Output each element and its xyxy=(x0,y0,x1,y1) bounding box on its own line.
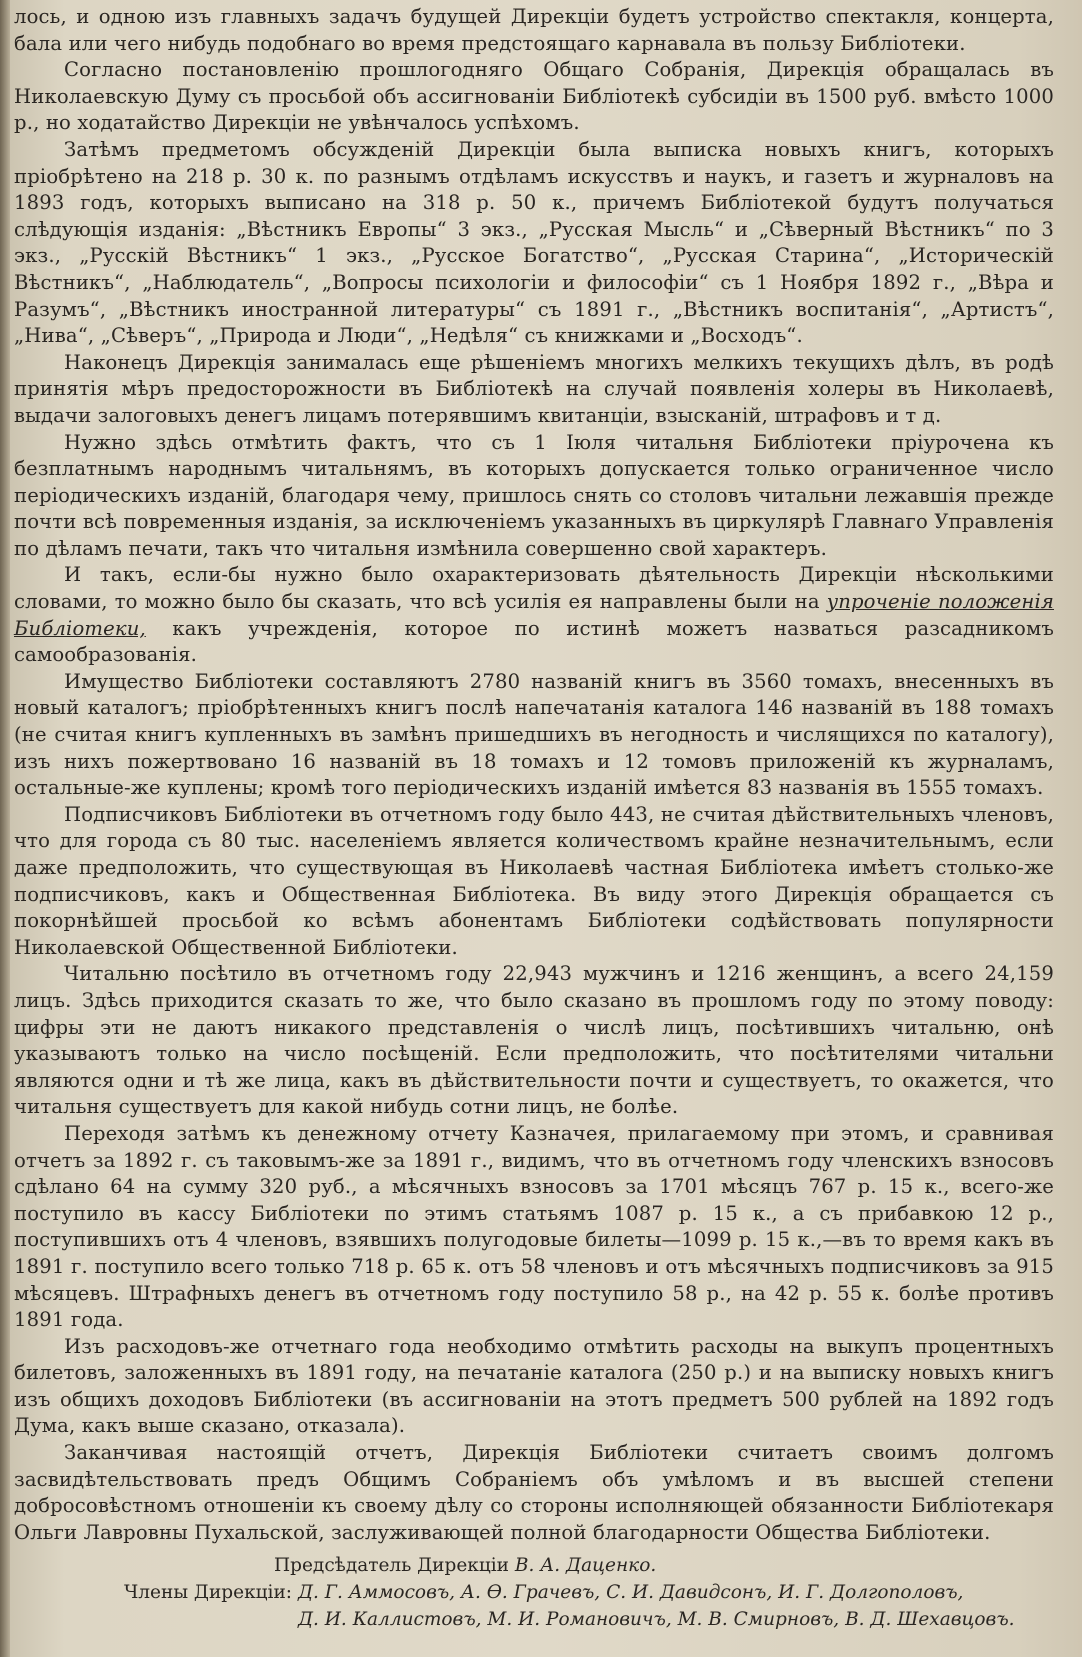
members-line-1 xyxy=(14,1579,1054,1606)
members-names-1: Д. Г. Аммосовъ, А. Ѳ. Грачевъ, С. И. Давидсонъ, И. Г. Долгополовъ, xyxy=(297,1582,964,1604)
paragraph-6: Имущество Библіотеки составляютъ 2780 названій книгъ въ 3560 томахъ, внесенныхъ въ новый каталогъ; пріобрѣтенныхъ книгъ послѣ напечатанія каталога 146 названій въ 188 томахъ (не считая книгъ купленныхъ въ замѣнъ пришедшихъ въ негодность и числящихся по каталогу), изъ нихъ пожертвовано 16 названій въ 18 томахъ и 12 томовъ приложеній къ журналамъ, остальные-же куплены; кромѣ того періодическихъ изданій имѣется 83 названія въ 1555 томахъ. xyxy=(14,669,1054,800)
members-names-2: Д. И. Каллистовъ, М. И. Романовичъ, М. В. Смирновъ, В. Д. Шехавцовъ. xyxy=(298,1609,1015,1631)
paragraph-2: Затѣмъ предметомъ обсужденій Дирекціи была выписка новыхъ книгъ, которыхъ пріобрѣтено на 218 р. 30 к. по разнымъ отдѣламъ искусствъ и наукъ, и газетъ и журналовъ на 1893 годъ, которыхъ выписано на 318 р. 50 к., причемъ Библіотекой будутъ получаться слѣдующія изданія: „Вѣстникъ Европы“ 3 экз., „Русская Мысль“ и „Сѣверный Вѣстникъ“ по 3 экз., „Русскій Вѣстникъ“ 1 экз., „Русское Богатство“, „Русская Старина“, „Историческій Вѣстникъ“, „Наблюдатель“, „Вопросы психологіи и философіи“ съ 1 Ноября 1892 г., „Вѣра и Разумъ“, „Вѣстникъ иностранной литературы“ съ 1891 г., „Вѣстникъ воспитанія“, „Артистъ“, „Нива“, „Сѣверъ“, „Природа и Люди“, „Недѣля“ съ книжками и „Восходъ“. xyxy=(14,137,1054,348)
paragraph-9: Переходя затѣмъ къ денежному отчету Казначея, прилагаемому при этомъ, и сравнивая отчетъ за 1892 г. съ таковымъ-же за 1891 г., видимъ, что въ отчетномъ году членскихъ взносовъ сдѣлано 64 на сумму 320 руб., а мѣсячныхъ взносовъ за 1701 мѣсяцъ 767 р. 15 к., всего-же поступило въ кассу Библіотеки по этимъ статьямъ 1087 р. 15 к., а съ прибавкою 12 р., поступившихъ отъ 4 членовъ, взявшихъ полугодовые билеты—1099 р. 15 к.,—въ то время какъ въ 1891 г. поступило всего только 718 р. 65 к. отъ 58 членовъ и отъ мѣсячныхъ подписчиковъ за 915 мѣсяцевъ. Штрафныхъ денегъ въ отчетномъ году поступило 58 р., на 42 р. 55 к. болѣе противъ 1891 года. xyxy=(14,1121,1054,1332)
paragraph-8: Читальню посѣтило въ отчетномъ году 22,943 мужчинъ и 1216 женщинъ, а всего 24,159 лицъ. Здѣсь приходится сказать то же, что было сказано въ прошломъ году по этому поводу: цифры эти не даютъ никакого представленія о числѣ лицъ, посѣтившихъ читальню, онѣ указываютъ только на число посѣщеній. Если предположить, что посѣтителями читальни являются одни и тѣ же лица, какъ въ дѣйствительности почти и существуетъ, то окажется, что читальня существуетъ для какой нибудь сотни лицъ, не болѣе. xyxy=(14,962,1054,1119)
chairman-label: Предсѣдатель Дирекціи xyxy=(274,1555,510,1577)
paragraph-10: Изъ расходовъ-же отчетнаго года необходимо отмѣтить расходы на выкупъ процентныхъ билетовъ, заложенныхъ въ 1891 году, на печатаніе каталога (250 р.) и на выписку новыхъ книгъ изъ общихъ доходовъ Библіотеки (въ ассигнованіи на этотъ предметъ 500 рублей на 1892 годъ Дума, какъ выше сказано, отказала). xyxy=(14,1334,1054,1438)
paragraph-5-end: какъ учрежденія, которое по истинѣ можетъ назваться разсадникомъ самообразованія. xyxy=(14,616,1054,667)
members-line-2 xyxy=(14,1606,1054,1633)
paragraph-5 xyxy=(14,562,1054,668)
chairman-line xyxy=(14,1552,1054,1579)
binding-edge xyxy=(0,0,10,1657)
signature-block xyxy=(14,1552,1054,1633)
chairman-name: В. А. Даценко. xyxy=(514,1555,657,1577)
paragraph-0: лось, и одною изъ главныхъ задачъ будущей Дирекціи будетъ устройство спектакля, концерта, бала или чего нибудь подобнаго во время предстоящаго карнавала въ пользу Библіотеки. xyxy=(14,5,1054,55)
paragraph-4: Нужно здѣсь отмѣтить фактъ, что съ 1 Іюля читальня Библіотеки пріурочена къ безплатнымъ народнымъ читальнямъ, въ которыхъ допускается только ограниченное число періодическихъ изданій, благодаря чему, пришлось снять со столовъ читальни лежавшія прежде почти всѣ повременныя изданія, за исключеніемъ указанныхъ въ циркулярѣ Главнаго Управленія по дѣламъ печати, такъ что читальня измѣнила совершенно свой характеръ. xyxy=(14,430,1054,560)
paragraph-11: Заканчивая настоящій отчетъ, Дирекція Библіотеки считаетъ своимъ долгомъ засвидѣтельствовать предъ Общимъ Собраніемъ объ умѣломъ и въ высшей степени добросовѣстномъ отношеніи къ своему дѣлу со стороны исполняющей обязанности Библіотекаря Ольги Лавровны Пухальской, заслуживающей полной благодарности Общества Библіотеки. xyxy=(14,1441,1054,1544)
paragraph-7: Подписчиковъ Библіотеки въ отчетномъ году было 443, не считая дѣйствительныхъ членовъ, что для города съ 80 тыс. населеніемъ является количествомъ крайне незначительнымъ, если даже предположить, что существующая въ Николаевѣ частная Библіотека имѣетъ столько-же подписчиковъ, какъ и Общественная Библіотека. Въ виду этого Дирекція обращается съ покорнѣйшей просьбой ко всѣмъ абонентамъ Библіотеки содѣйствовать популярности Николаевской Общественной Библіотеки. xyxy=(14,802,1054,959)
paragraph-1: Согласно постановленію прошлогодняго Общаго Собранія, Дирекція обращалась въ Николаевскую Думу съ просьбой объ ассигнованіи Библіотекѣ субсидіи въ 1500 руб. вмѣсто 1000 р., но ходатайство Дирекціи не увѣнчалось успѣхомъ. xyxy=(14,58,1054,135)
members-label: Члены Дирекціи: xyxy=(124,1582,293,1604)
paragraph-5-start: И такъ, если-бы нужно было охарактеризовать дѣятельность Дирекціи нѣсколькими словами, то можно было бы сказать, что всѣ усилія ея направлены были на xyxy=(14,563,1054,614)
paragraph-3: Наконецъ Дирекція занималась еще рѣшеніемъ многихъ мелкихъ текущихъ дѣлъ, въ родѣ принятія мѣръ предосторожности въ Библіотекѣ на случай появленія холеры въ Николаевѣ, выдачи залоговыхъ денегъ лицамъ потерявшимъ квитанціи, взысканій, штрафовъ и т д. xyxy=(14,350,1054,427)
paragraph-5-emphasis: упроченіе положенія Библіотеки, xyxy=(14,590,1054,640)
